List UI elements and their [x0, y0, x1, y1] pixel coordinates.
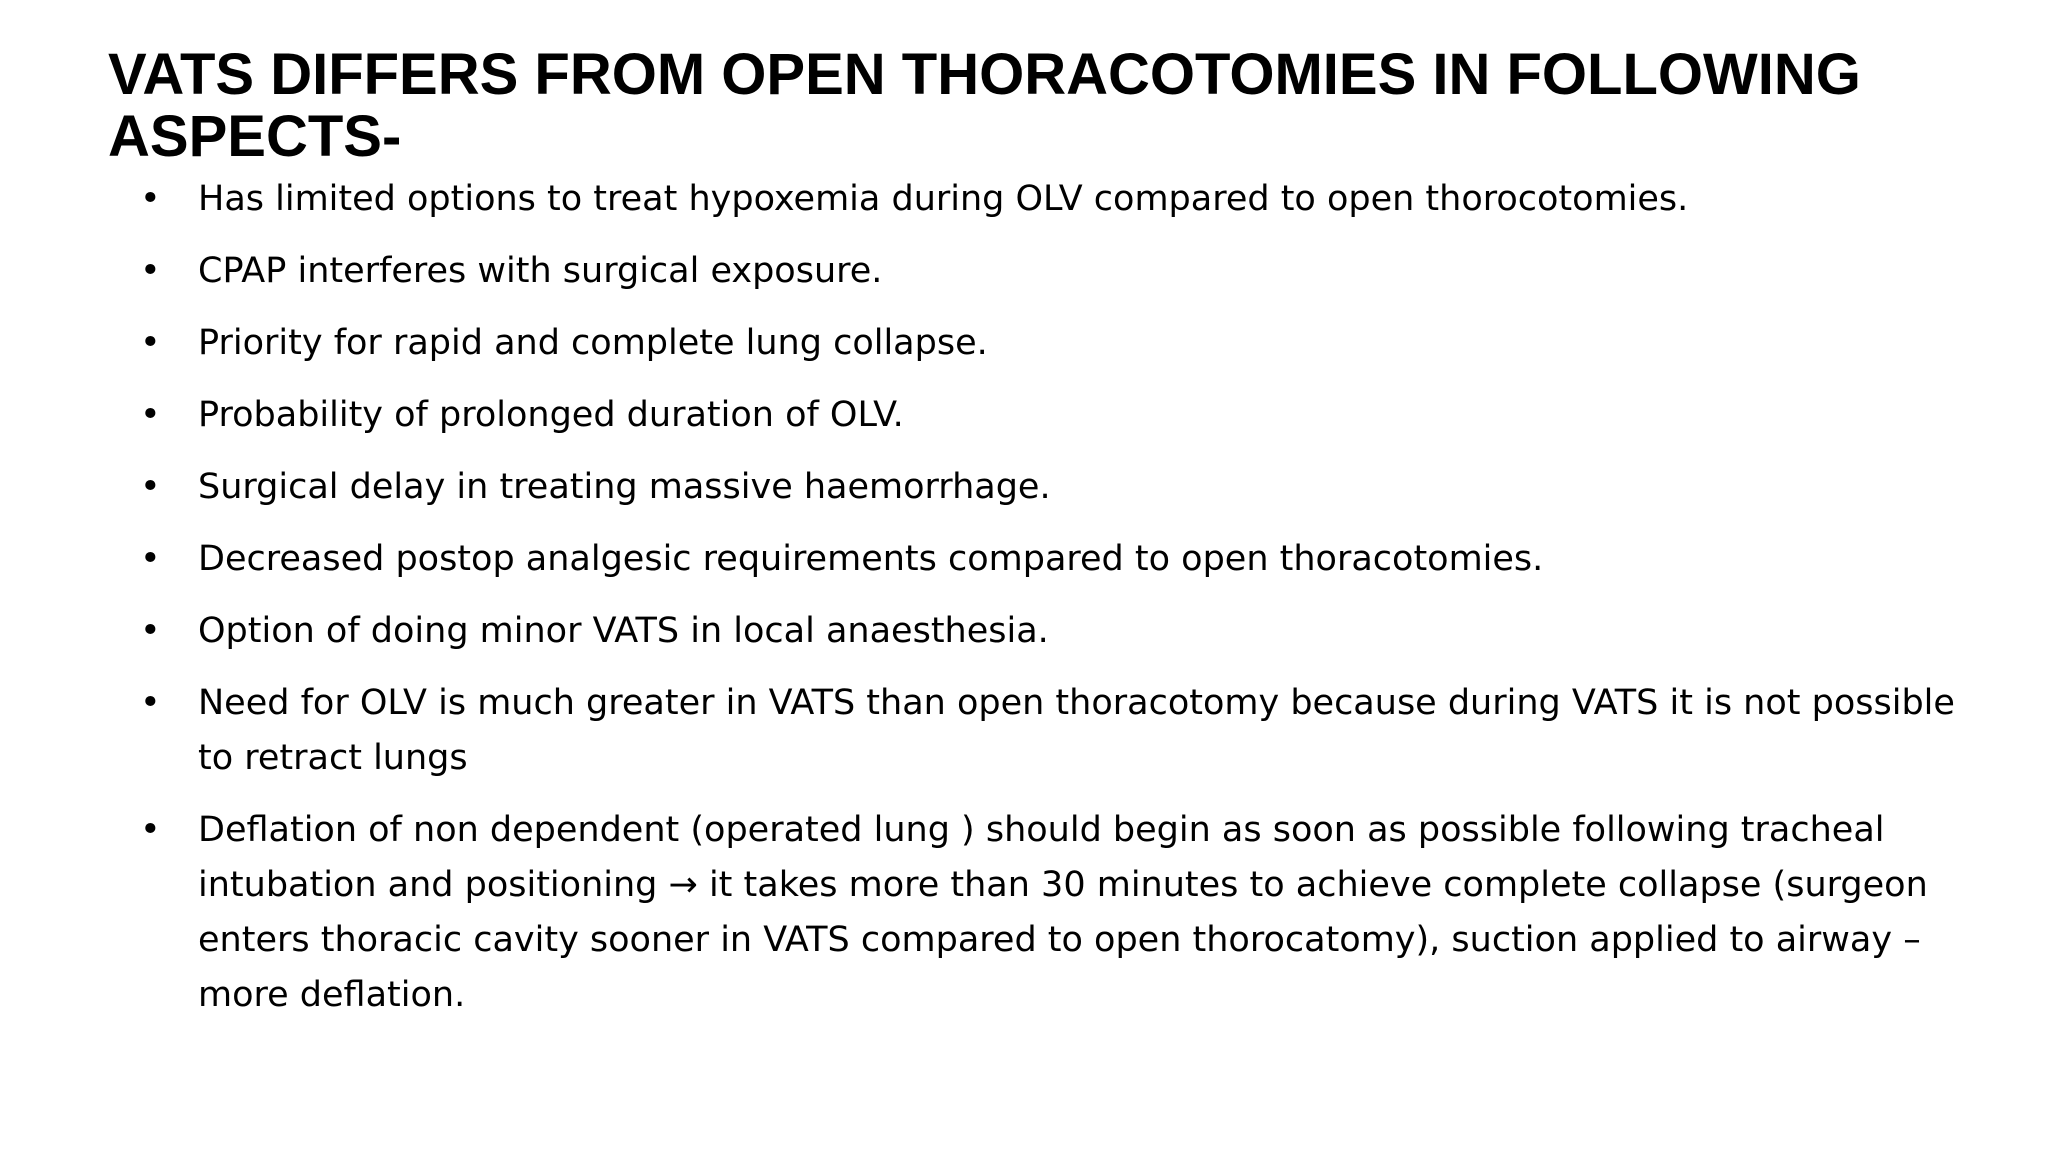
bullet-marker: •: [140, 683, 161, 723]
bullet-marker: •: [140, 611, 161, 651]
bullet-marker: •: [140, 179, 161, 219]
bullet-text: Decreased postop analgesic requirements compared to open thoracotomies.: [198, 539, 1544, 579]
bullet-marker: •: [140, 323, 161, 363]
bullet-item: [140, 532, 1960, 587]
bullet-marker: •: [140, 539, 161, 579]
bullet-text: Has limited options to treat hypoxemia during OLV compared to open thorocotomies.: [198, 179, 1689, 219]
bullet-text: Surgical delay in treating massive haemorrhage.: [198, 467, 1051, 507]
bullet-text: Priority for rapid and complete lung collapse.: [198, 323, 988, 363]
bullet-text: Deflation of non dependent (operated lung ) should begin as soon as possible following tracheal intubation and positioning → it takes more than 30 minutes to achieve complete collapse (surgeon enters thoracic cavity sooner in VATS compared to open thorocatomy), suction applied to airway – more deflation.: [198, 810, 1928, 1015]
bullet-marker: •: [140, 810, 161, 850]
bullet-text: Need for OLV is much greater in VATS than open thoracotomy because during VATS it is not possible to retract lungs: [198, 683, 1955, 778]
bullet-item: [140, 676, 1960, 786]
bullet-list: [140, 172, 1960, 1040]
bullet-item: [140, 604, 1960, 659]
bullet-marker: •: [140, 251, 161, 291]
bullet-item: [140, 803, 1960, 1023]
bullet-item: [140, 316, 1960, 371]
slide-title: VATS DIFFERS FROM OPEN THORACOTOMIES IN FOLLOWING ASPECTS-: [108, 42, 1861, 169]
bullet-text: Probability of prolonged duration of OLV.: [198, 395, 904, 435]
bullet-item: [140, 244, 1960, 299]
bullet-item: [140, 388, 1960, 443]
bullet-item: [140, 460, 1960, 515]
bullet-marker: •: [140, 395, 161, 435]
bullet-marker: •: [140, 467, 161, 507]
bullet-item: [140, 172, 1960, 227]
bullet-text: CPAP interferes with surgical exposure.: [198, 251, 883, 291]
bullet-text: Option of doing minor VATS in local anaesthesia.: [198, 611, 1049, 651]
